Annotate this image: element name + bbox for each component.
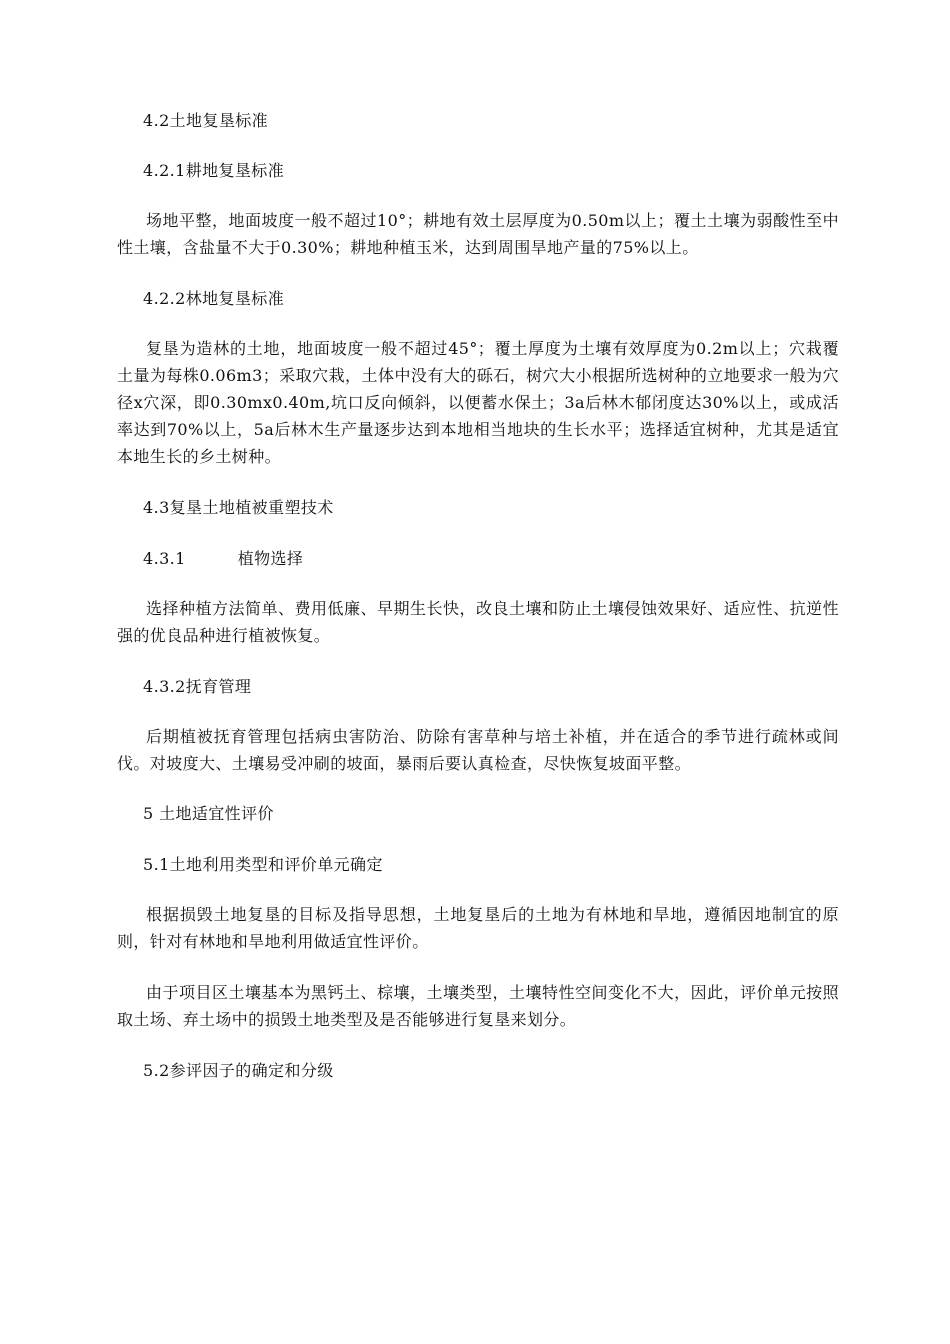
section-heading-5: 5 土地适宜性评价: [143, 804, 274, 823]
section-heading-4-3: 4.3复垦土地植被重塑技术: [143, 498, 334, 517]
section-heading-5-1: 5.1土地利用类型和评价单元确定: [143, 855, 383, 874]
section-heading-4-3-2: 4.3.2抚育管理: [143, 677, 252, 696]
section-number: 4.3.1: [143, 549, 186, 568]
section-title: 植物选择: [237, 549, 304, 568]
section-heading-4-2: 4.2土地复垦标准: [143, 111, 269, 130]
section-heading-4-2-1: 4.2.1耕地复垦标准: [143, 161, 285, 180]
section-heading-5-2: 5.2参评因子的确定和分级: [143, 1061, 334, 1080]
paragraph-plant-selection: 选择种植方法简单、费用低廉、早期生长快，改良土壤和防止土壤侵蚀效果好、适应性、抗逆性强的优良品种进行植被恢复。: [117, 599, 839, 645]
section-heading-4-3-1: [143, 545, 843, 572]
paragraph-care-management: 后期植被抚育管理包括病虫害防治、防除有害草种与培土补植，并在适合的季节进行疏林或间伐。对坡度大、土壤易受冲刷的坡面，暴雨后要认真检查，尽快恢复坡面平整。: [117, 727, 839, 773]
paragraph-forest-standard: 复垦为造林的土地，地面坡度一般不超过45°；覆土厚度为土壤有效厚度为0.2m以上；穴栽覆土量为每株0.06m3；采取穴栽，土体中没有大的砾石，树穴大小根据所选树种的立地要求一般为穴径x穴深，即0.30mx0.40m,坑口反向倾斜，以便蓄水保土；3a后林木郁闭度达30%以上，或成活率达到70%以上，5a后林木生产量逐步达到本地相当地块的生长水平；选择适宜树种，尤其是适宜本地生长的乡土树种。: [117, 339, 839, 466]
section-heading-4-2-2: 4.2.2林地复垦标准: [143, 289, 285, 308]
paragraph-evaluation-goal: 根据损毁土地复垦的目标及指导思想，土地复垦后的土地为有林地和旱地，遵循因地制宜的原则，针对有林地和旱地利用做适宜性评价。: [117, 905, 839, 951]
paragraph-farmland-standard: 场地平整，地面坡度一般不超过10°；耕地有效土层厚度为0.50m以上；覆土土壤为弱酸性至中性土壤，含盐量不大于0.30%；耕地种植玉米，达到周围旱地产量的75%以上。: [117, 211, 839, 257]
paragraph-evaluation-unit: 由于项目区土壤基本为黑钙土、棕壤，土壤类型，土壤特性空间变化不大，因此，评价单元按照取土场、弃土场中的损毁土地类型及是否能够进行复垦来划分。: [117, 983, 839, 1029]
